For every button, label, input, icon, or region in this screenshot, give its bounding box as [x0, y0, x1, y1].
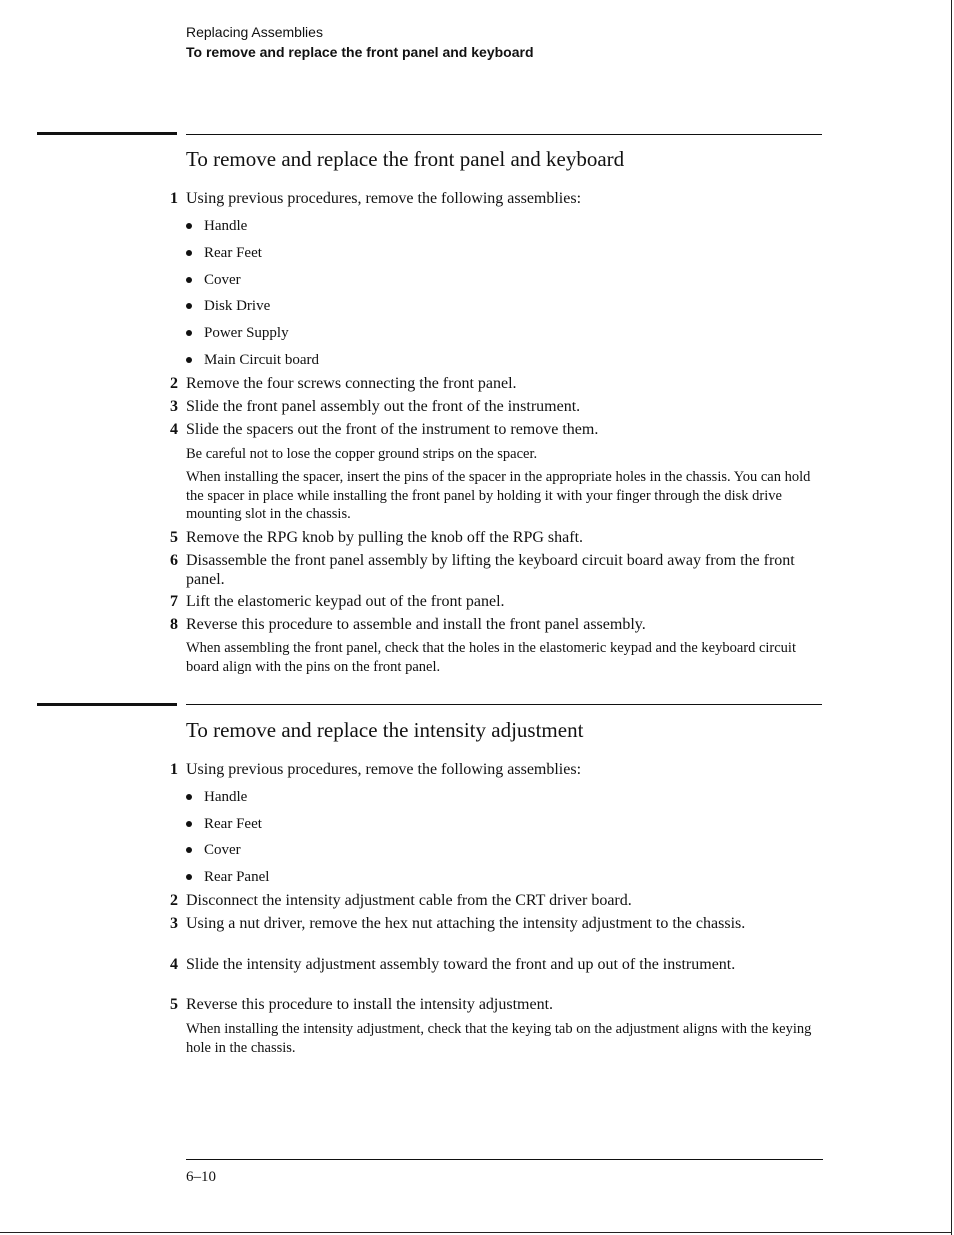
note-text: When installing the intensity adjustment, check that the keying tab on the adjustment aligns with the keying hole in the chassis. — [186, 1021, 812, 1056]
footer-rule — [186, 1159, 823, 1160]
step-text: Using a nut driver, remove the hex nut attaching the intensity adjustment to the chassis. — [186, 915, 746, 932]
step-item — [170, 551, 801, 589]
list-item-text: Cover — [204, 272, 241, 288]
step-text: Disconnect the intensity adjustment cable from the CRT driver board. — [186, 892, 632, 909]
note-text: Be careful not to lose the copper ground strips on the spacer. — [186, 446, 538, 462]
list-item-text: Handle — [204, 218, 248, 234]
page-frame-bottom — [0, 1232, 952, 1233]
bullet-icon — [186, 874, 192, 880]
list-item-text: Disk Drive — [204, 298, 271, 314]
bullet-icon — [186, 277, 192, 283]
list-item-text: Handle — [204, 789, 248, 805]
section-rule-thin — [186, 704, 822, 705]
step-number: 2 — [170, 375, 178, 392]
step-text: Remove the four screws connecting the front panel. — [186, 375, 517, 392]
step-number: 8 — [170, 616, 178, 633]
step-text: Using previous procedures, remove the following assemblies: — [186, 761, 582, 778]
section-rule-thin — [186, 134, 822, 135]
step-number: 1 — [170, 190, 178, 207]
step-item — [170, 995, 806, 1014]
page-number: 6–10 — [186, 1169, 216, 1185]
list-item-text: Rear Feet — [204, 816, 262, 832]
step-number: 3 — [170, 398, 178, 415]
step-item — [170, 955, 756, 974]
list-item-text: Rear Panel — [204, 869, 270, 885]
step-text: Slide the intensity adjustment assembly toward the front and up out of the instrument. — [186, 956, 736, 973]
step-text: Slide the spacers out the front of the instrument to remove them. — [186, 421, 599, 438]
list-item-text: Main Circuit board — [204, 352, 319, 368]
running-header-chapter: Replacing Assemblies — [186, 24, 323, 40]
list-item-text: Rear Feet — [204, 245, 262, 261]
bullet-icon — [186, 847, 192, 853]
step-number: 5 — [170, 996, 178, 1013]
bullet-icon — [186, 303, 192, 309]
bullet-icon — [186, 223, 192, 229]
step-item — [170, 592, 806, 611]
step-number: 5 — [170, 529, 178, 546]
step-number: 4 — [170, 421, 178, 438]
note-text: When assembling the front panel, check that the holes in the elastomeric keypad and the keyboard circuit board align with the pins on the front panel. — [186, 640, 796, 675]
section-title-intensity: To remove and replace the intensity adjustment — [186, 718, 584, 742]
list-item-text: Cover — [204, 842, 241, 858]
bullet-icon — [186, 821, 192, 827]
step-item — [170, 374, 806, 393]
step-item — [170, 189, 806, 208]
page-frame-right — [951, 0, 952, 1235]
bullet-icon — [186, 250, 192, 256]
step-text: Reverse this procedure to install the intensity adjustment. — [186, 996, 554, 1013]
step-text: Reverse this procedure to assemble and install the front panel assembly. — [186, 616, 646, 633]
bullet-icon — [186, 794, 192, 800]
section-rule-thick — [37, 132, 177, 135]
bullet-icon — [186, 330, 192, 336]
list-item-text: Power Supply — [204, 325, 289, 341]
note-text: When installing the spacer, insert the pins of the spacer in the appropriate holes in the chassis. You can hold the spacer in place while installing the front panel by holding it with your finger through the disk drive mounting slot in the chassis. — [186, 469, 811, 522]
section-title-front-panel: To remove and replace the front panel and keyboard — [186, 147, 625, 171]
step-item — [170, 615, 806, 634]
step-text: Remove the RPG knob by pulling the knob off the RPG shaft. — [186, 529, 584, 546]
step-text: Using previous procedures, remove the following assemblies: — [186, 190, 582, 207]
step-item — [170, 397, 806, 416]
step-item — [170, 528, 806, 547]
step-item — [170, 891, 806, 910]
step-item — [170, 760, 806, 779]
step-number: 2 — [170, 892, 178, 909]
step-number: 1 — [170, 761, 178, 778]
step-text: Slide the front panel assembly out the front of the instrument. — [186, 398, 581, 415]
step-number: 3 — [170, 915, 178, 932]
step-number: 4 — [170, 956, 178, 973]
step-number: 6 — [170, 552, 178, 569]
section-rule-thick — [37, 703, 177, 706]
step-text: Disassemble the front panel assembly by lifting the keyboard circuit board away from the front panel. — [186, 552, 795, 588]
step-item — [170, 914, 796, 933]
running-header-section: To remove and replace the front panel and keyboard — [186, 44, 534, 60]
bullet-icon — [186, 357, 192, 363]
step-number: 7 — [170, 593, 178, 610]
step-item — [170, 420, 806, 439]
step-text: Lift the elastomeric keypad out of the front panel. — [186, 593, 505, 610]
